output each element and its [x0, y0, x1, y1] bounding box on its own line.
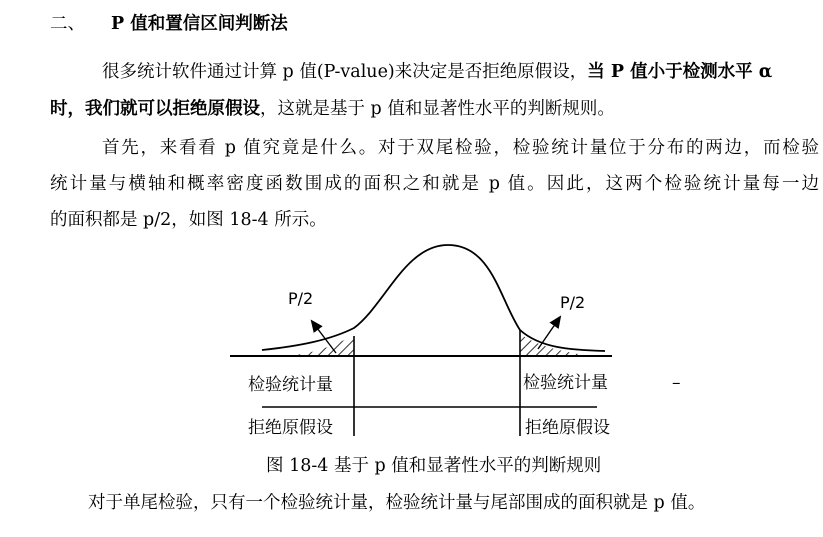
left-stat-label: 检验统计量	[248, 375, 333, 395]
para2-line2: 统计量与横轴和概率密度函数围成的面积之和就是 p 值。因此，这两个检验统计量每一边	[50, 174, 819, 194]
density-curve	[262, 245, 605, 351]
right-stat-label: 检验统计量	[523, 373, 608, 393]
left-tail-label: P/2	[288, 289, 314, 308]
section-number: 二、	[50, 14, 85, 34]
right-tail-label: P/2	[560, 293, 586, 312]
para1-line1-text: 很多统计软件通过计算 p 值(P-value)来决定是否拒绝原假设，	[102, 62, 588, 82]
figure-caption: 图 18-4 基于 p 值和显著性水平的判断规则	[266, 456, 602, 476]
para2-line1: 首先，来看看 p 值究竟是什么。对于双尾检验，检验统计量位于分布的两边，而检验	[102, 138, 819, 158]
para1-line2-bold: 时，我们就可以拒绝原假设	[50, 99, 260, 119]
para3-line1: 对于单尾检验，只有一个检验统计量，检验统计量与尾部围成的面积就是 p 值。	[88, 493, 706, 513]
dash-mark: –	[672, 373, 681, 393]
para1-line1-bold: 当 P 值小于检测水平 α	[587, 62, 773, 82]
para1-line2-text: ，这就是基于 p 值和显著性水平的判断规则。	[260, 99, 615, 119]
para2-line3: 的面积都是 p/2，如图 18-4 所示。	[50, 210, 327, 230]
right-reject-label: 拒绝原假设	[525, 418, 610, 438]
section-title: P 值和置信区间判断法	[111, 14, 288, 34]
left-reject-label: 拒绝原假设	[248, 418, 333, 438]
